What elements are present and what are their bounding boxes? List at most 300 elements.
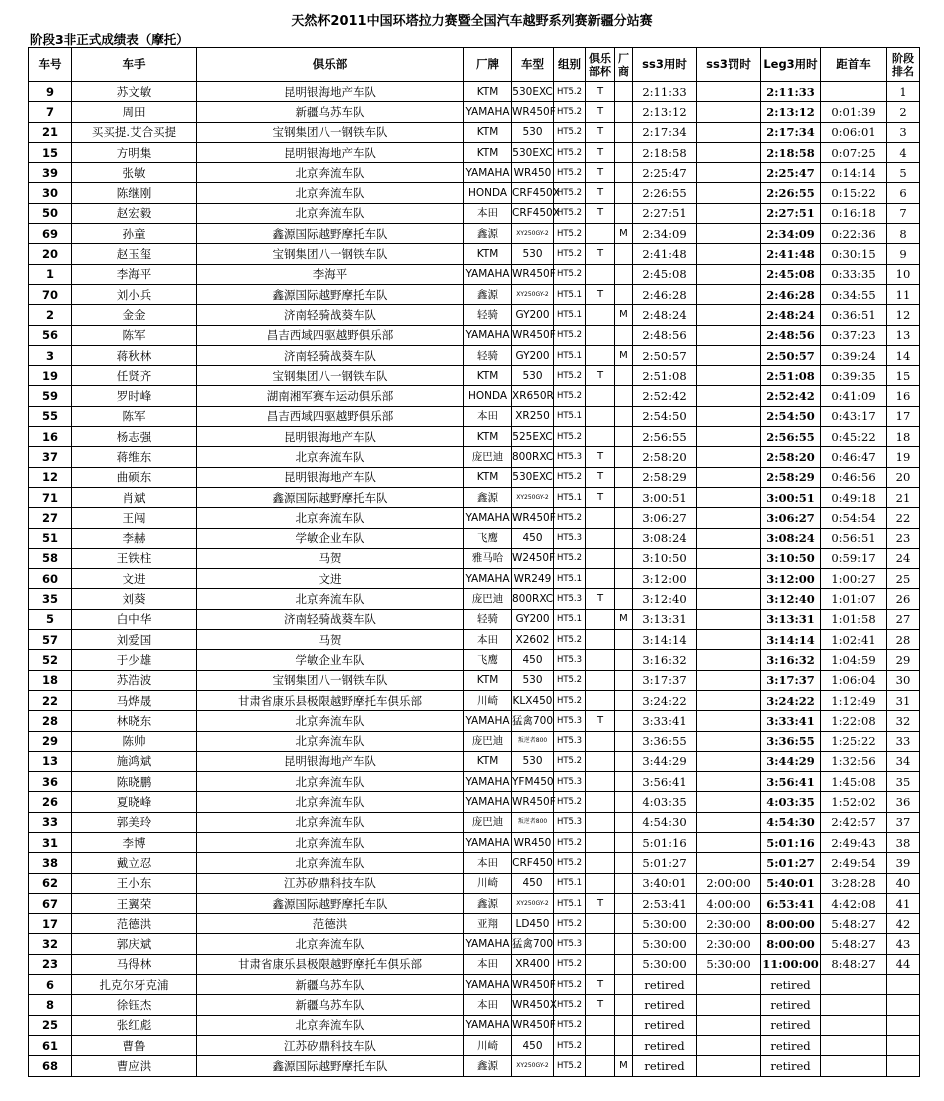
gap-to-leader-cell: 0:01:39 (821, 102, 887, 122)
brand-cell: 庞巴迪 (464, 731, 512, 751)
gap-to-leader-cell: 0:43:17 (821, 406, 887, 426)
club-name-cell: 宝钢集团八一钢铁车队 (197, 122, 464, 142)
club-name-cell: 北京奔流车队 (197, 163, 464, 183)
stage-rank-cell: 41 (887, 893, 920, 913)
results-table (28, 47, 920, 1077)
table-row (29, 142, 920, 162)
car-number-cell: 36 (29, 772, 72, 792)
leg3-time-cell: 2:27:51 (761, 203, 821, 223)
gap-to-leader-cell: 0:34:55 (821, 284, 887, 304)
table-row (29, 528, 920, 548)
ss3-penalty-cell (697, 1056, 761, 1076)
maker-flag-cell (615, 832, 633, 852)
header-ss3-penalty: ss3罚时 (697, 48, 761, 82)
ss3-time-cell: retired (633, 1056, 697, 1076)
stage-rank-cell: 39 (887, 853, 920, 873)
table-row (29, 305, 920, 325)
car-number-cell: 12 (29, 467, 72, 487)
maker-flag-cell (615, 954, 633, 974)
rider-name-cell: 金金 (72, 305, 197, 325)
model-cell: W2450F (512, 548, 554, 568)
table-row (29, 82, 920, 102)
club-name-cell: 北京奔流车队 (197, 203, 464, 223)
ss3-penalty-cell (697, 325, 761, 345)
stage-rank-cell: 26 (887, 589, 920, 609)
rider-name-cell: 李博 (72, 832, 197, 852)
group-cell: HT5.2 (554, 630, 586, 650)
brand-cell: YAMAHA (464, 569, 512, 589)
ss3-time-cell: 2:58:20 (633, 447, 697, 467)
rider-name-cell: 马烨晟 (72, 690, 197, 710)
brand-cell: 鑫源 (464, 487, 512, 507)
ss3-penalty-cell (697, 751, 761, 771)
club-cup-flag-cell: T (586, 975, 615, 995)
model-cell: 450 (512, 873, 554, 893)
car-number-cell: 69 (29, 224, 72, 244)
model-cell: 530 (512, 244, 554, 264)
club-name-cell: 济南轻骑战葵车队 (197, 345, 464, 365)
group-cell: HT5.2 (554, 122, 586, 142)
club-name-cell: 江苏矽鼎科技车队 (197, 1035, 464, 1055)
maker-flag-cell (615, 934, 633, 954)
club-cup-flag-cell: T (586, 447, 615, 467)
brand-cell: 鑫源 (464, 224, 512, 244)
club-cup-flag-cell: T (586, 82, 615, 102)
leg3-time-cell: 6:53:41 (761, 893, 821, 913)
group-cell: HT5.2 (554, 386, 586, 406)
ss3-penalty-cell (697, 650, 761, 670)
table-row (29, 893, 920, 913)
table-row (29, 914, 920, 934)
car-number-cell: 60 (29, 569, 72, 589)
leg3-time-cell: 8:00:00 (761, 934, 821, 954)
ss3-penalty-cell (697, 264, 761, 284)
brand-cell: KTM (464, 244, 512, 264)
rider-name-cell: 白中华 (72, 609, 197, 629)
rider-name-cell: 徐钰杰 (72, 995, 197, 1015)
car-number-cell: 55 (29, 406, 72, 426)
club-name-cell: 昆明银海地产车队 (197, 142, 464, 162)
table-row (29, 203, 920, 223)
leg3-time-cell: 3:36:55 (761, 731, 821, 751)
gap-to-leader-cell: 2:49:43 (821, 832, 887, 852)
club-cup-flag-cell: T (586, 893, 615, 913)
gap-to-leader-cell: 0:37:23 (821, 325, 887, 345)
maker-flag-cell (615, 366, 633, 386)
gap-to-leader-cell: 0:41:09 (821, 386, 887, 406)
ss3-time-cell: 3:13:31 (633, 609, 697, 629)
brand-cell: YAMAHA (464, 264, 512, 284)
gap-to-leader-cell: 1:22:08 (821, 711, 887, 731)
table-row (29, 366, 920, 386)
gap-to-leader-cell: 1:01:58 (821, 609, 887, 629)
ss3-time-cell: retired (633, 1015, 697, 1035)
club-cup-flag-cell: T (586, 467, 615, 487)
rider-name-cell: 范德洪 (72, 914, 197, 934)
leg3-time-cell: 3:14:14 (761, 630, 821, 650)
car-number-cell: 23 (29, 954, 72, 974)
stage-rank-cell: 32 (887, 711, 920, 731)
gap-to-leader-cell (821, 975, 887, 995)
group-cell: HT5.2 (554, 1015, 586, 1035)
car-number-cell: 37 (29, 447, 72, 467)
maker-flag-cell (615, 183, 633, 203)
club-cup-flag-cell (586, 548, 615, 568)
rider-name-cell: 马得林 (72, 954, 197, 974)
brand-cell: KTM (464, 467, 512, 487)
table-row (29, 1015, 920, 1035)
car-number-cell: 26 (29, 792, 72, 812)
ss3-time-cell: 5:30:00 (633, 954, 697, 974)
brand-cell: 本田 (464, 203, 512, 223)
gap-to-leader-cell: 0:49:18 (821, 487, 887, 507)
document-subtitle: 阶段3非正式成绩表（摩托） (30, 32, 189, 47)
rider-name-cell: 杨志强 (72, 427, 197, 447)
ss3-penalty-cell (697, 142, 761, 162)
ss3-time-cell: 3:14:14 (633, 630, 697, 650)
rider-name-cell: 刘小兵 (72, 284, 197, 304)
stage-rank-cell (887, 975, 920, 995)
rider-name-cell: 王小东 (72, 873, 197, 893)
club-cup-flag-cell: T (586, 163, 615, 183)
group-cell: HT5.2 (554, 690, 586, 710)
stage-rank-cell: 7 (887, 203, 920, 223)
model-cell: XY250GY-2 (512, 284, 554, 304)
gap-to-leader-cell: 1:06:04 (821, 670, 887, 690)
leg3-time-cell: retired (761, 1035, 821, 1055)
car-number-cell: 18 (29, 670, 72, 690)
group-cell: HT5.2 (554, 975, 586, 995)
club-name-cell: 鑫源国际越野摩托车队 (197, 487, 464, 507)
club-cup-flag-cell (586, 508, 615, 528)
rider-name-cell: 张敏 (72, 163, 197, 183)
gap-to-leader-cell: 5:48:27 (821, 934, 887, 954)
rider-name-cell: 肖斌 (72, 487, 197, 507)
group-cell: HT5.2 (554, 163, 586, 183)
group-cell: HT5.2 (554, 467, 586, 487)
model-cell: XR250 (512, 406, 554, 426)
ss3-time-cell: 3:40:01 (633, 873, 697, 893)
rider-name-cell: 王翼荣 (72, 893, 197, 913)
stage-rank-cell: 25 (887, 569, 920, 589)
ss3-penalty-cell (697, 548, 761, 568)
maker-flag-cell (615, 467, 633, 487)
table-row (29, 690, 920, 710)
car-number-cell: 17 (29, 914, 72, 934)
ss3-time-cell: 2:53:41 (633, 893, 697, 913)
table-row (29, 569, 920, 589)
brand-cell: 雅马哈 (464, 548, 512, 568)
car-number-cell: 13 (29, 751, 72, 771)
rider-name-cell: 文进 (72, 569, 197, 589)
document-title: 天然杯2011中国环塔拉力赛暨全国汽车越野系列赛新疆分站赛 (291, 14, 653, 29)
gap-to-leader-cell: 1:00:27 (821, 569, 887, 589)
gap-to-leader-cell: 1:02:41 (821, 630, 887, 650)
group-cell: HT5.2 (554, 914, 586, 934)
leg3-time-cell: 2:54:50 (761, 406, 821, 426)
group-cell: HT5.1 (554, 487, 586, 507)
group-cell: HT5.2 (554, 183, 586, 203)
maker-flag-cell (615, 975, 633, 995)
rider-name-cell: 刘葵 (72, 589, 197, 609)
brand-cell: 飞鹰 (464, 528, 512, 548)
table-row (29, 427, 920, 447)
brand-cell: 鑫源 (464, 893, 512, 913)
group-cell: HT5.2 (554, 203, 586, 223)
leg3-time-cell: 2:58:20 (761, 447, 821, 467)
brand-cell: KTM (464, 670, 512, 690)
ss3-time-cell: 2:50:57 (633, 345, 697, 365)
brand-cell: 本田 (464, 995, 512, 1015)
maker-flag-cell (615, 690, 633, 710)
maker-flag-cell (615, 1015, 633, 1035)
car-number-cell: 56 (29, 325, 72, 345)
ss3-time-cell: 2:26:55 (633, 183, 697, 203)
model-cell: 800RXC (512, 447, 554, 467)
club-name-cell: 昌吉西域四驱越野俱乐部 (197, 325, 464, 345)
ss3-time-cell: 3:10:50 (633, 548, 697, 568)
maker-flag-cell (615, 203, 633, 223)
club-name-cell: 昆明银海地产车队 (197, 467, 464, 487)
leg3-time-cell: 3:56:41 (761, 772, 821, 792)
ss3-penalty-cell (697, 284, 761, 304)
model-cell: WR450F (512, 264, 554, 284)
car-number-cell: 68 (29, 1056, 72, 1076)
model-cell: 450 (512, 528, 554, 548)
brand-cell: 飞鹰 (464, 650, 512, 670)
group-cell: HT5.1 (554, 873, 586, 893)
group-cell: HT5.3 (554, 528, 586, 548)
maker-flag-cell (615, 569, 633, 589)
brand-cell: YAMAHA (464, 792, 512, 812)
club-cup-flag-cell: T (586, 183, 615, 203)
club-name-cell: 北京奔流车队 (197, 772, 464, 792)
ss3-penalty-cell (697, 487, 761, 507)
maker-flag-cell (615, 812, 633, 832)
ss3-penalty-cell (697, 467, 761, 487)
table-row (29, 183, 920, 203)
stage-rank-cell: 38 (887, 832, 920, 852)
stage-rank-cell: 24 (887, 548, 920, 568)
club-cup-flag-cell (586, 1035, 615, 1055)
model-cell: WR450F (512, 1015, 554, 1035)
brand-cell: YAMAHA (464, 711, 512, 731)
club-name-cell: 济南轻骑战葵车队 (197, 609, 464, 629)
gap-to-leader-cell: 2:49:54 (821, 853, 887, 873)
group-cell: HT5.3 (554, 447, 586, 467)
club-cup-flag-cell: T (586, 203, 615, 223)
ss3-penalty-cell (697, 670, 761, 690)
brand-cell: YAMAHA (464, 975, 512, 995)
club-name-cell: 北京奔流车队 (197, 508, 464, 528)
leg3-time-cell: 2:25:47 (761, 163, 821, 183)
club-cup-flag-cell (586, 934, 615, 954)
brand-cell: 鑫源 (464, 284, 512, 304)
rider-name-cell: 苏浩波 (72, 670, 197, 690)
ss3-penalty-cell (697, 508, 761, 528)
rider-name-cell: 任贤齐 (72, 366, 197, 386)
ss3-penalty-cell (697, 203, 761, 223)
rider-name-cell: 买买提.艾合买提 (72, 122, 197, 142)
ss3-penalty-cell (697, 224, 761, 244)
club-cup-flag-cell (586, 873, 615, 893)
rider-name-cell: 苏文敏 (72, 82, 197, 102)
car-number-cell: 1 (29, 264, 72, 284)
stage-rank-cell: 19 (887, 447, 920, 467)
ss3-penalty-cell (697, 630, 761, 650)
ss3-time-cell: 2:51:08 (633, 366, 697, 386)
group-cell: HT5.2 (554, 427, 586, 447)
model-cell: WR450F (512, 325, 554, 345)
ss3-time-cell: 3:12:40 (633, 589, 697, 609)
group-cell: HT5.1 (554, 893, 586, 913)
gap-to-leader-cell (821, 995, 887, 1015)
rider-name-cell: 蒋秋林 (72, 345, 197, 365)
ss3-time-cell: retired (633, 1035, 697, 1055)
leg3-time-cell: 2:41:48 (761, 244, 821, 264)
ss3-time-cell: 3:12:00 (633, 569, 697, 589)
club-cup-flag-cell (586, 812, 615, 832)
model-cell: XY250GY-2 (512, 1056, 554, 1076)
brand-cell: KTM (464, 82, 512, 102)
maker-flag-cell (615, 1035, 633, 1055)
table-row (29, 772, 920, 792)
stage-rank-cell: 35 (887, 772, 920, 792)
maker-flag-cell (615, 102, 633, 122)
leg3-time-cell: 2:50:57 (761, 345, 821, 365)
car-number-cell: 16 (29, 427, 72, 447)
stage-rank-cell: 5 (887, 163, 920, 183)
maker-flag-cell (615, 650, 633, 670)
club-cup-flag-cell: T (586, 589, 615, 609)
club-name-cell: 昌吉西域四驱越野俱乐部 (197, 406, 464, 426)
gap-to-leader-cell: 2:42:57 (821, 812, 887, 832)
gap-to-leader-cell: 0:06:01 (821, 122, 887, 142)
car-number-cell: 6 (29, 975, 72, 995)
gap-to-leader-cell: 0:56:51 (821, 528, 887, 548)
maker-flag-cell (615, 508, 633, 528)
club-cup-flag-cell (586, 386, 615, 406)
ss3-time-cell: 5:30:00 (633, 934, 697, 954)
maker-flag-cell (615, 548, 633, 568)
club-cup-flag-cell (586, 670, 615, 690)
table-row (29, 873, 920, 893)
model-cell: 800RXC (512, 589, 554, 609)
leg3-time-cell: 5:01:27 (761, 853, 821, 873)
group-cell: HT5.2 (554, 366, 586, 386)
ss3-penalty-cell (697, 569, 761, 589)
stage-rank-cell: 29 (887, 650, 920, 670)
club-cup-flag-cell: T (586, 284, 615, 304)
stage-rank-cell: 9 (887, 244, 920, 264)
model-cell: CRF450 (512, 853, 554, 873)
car-number-cell: 58 (29, 548, 72, 568)
group-cell: HT5.3 (554, 731, 586, 751)
leg3-time-cell: 5:40:01 (761, 873, 821, 893)
club-name-cell: 北京奔流车队 (197, 812, 464, 832)
stage-rank-cell: 21 (887, 487, 920, 507)
club-cup-flag-cell (586, 914, 615, 934)
gap-to-leader-cell: 0:36:51 (821, 305, 887, 325)
ss3-penalty-cell (697, 731, 761, 751)
leg3-time-cell: 3:12:00 (761, 569, 821, 589)
club-cup-flag-cell (586, 224, 615, 244)
maker-flag-cell (615, 731, 633, 751)
model-cell: WR450F (512, 102, 554, 122)
leg3-time-cell: 2:34:09 (761, 224, 821, 244)
rider-name-cell: 陈晓鹏 (72, 772, 197, 792)
model-cell: WR450F (512, 508, 554, 528)
ss3-time-cell: 2:13:12 (633, 102, 697, 122)
gap-to-leader-cell: 0:45:22 (821, 427, 887, 447)
ss3-penalty-cell (697, 183, 761, 203)
car-number-cell: 15 (29, 142, 72, 162)
table-row (29, 609, 920, 629)
ss3-time-cell: 2:52:42 (633, 386, 697, 406)
gap-to-leader-cell: 8:48:27 (821, 954, 887, 974)
table-row (29, 711, 920, 731)
group-cell: HT5.2 (554, 325, 586, 345)
model-cell: XY250GY-2 (512, 893, 554, 913)
car-number-cell: 22 (29, 690, 72, 710)
group-cell: HT5.2 (554, 995, 586, 1015)
club-name-cell: 文进 (197, 569, 464, 589)
rider-name-cell: 周田 (72, 102, 197, 122)
group-cell: HT5.2 (554, 792, 586, 812)
stage-rank-cell: 43 (887, 934, 920, 954)
club-name-cell: 北京奔流车队 (197, 934, 464, 954)
club-cup-flag-cell (586, 630, 615, 650)
car-number-cell: 32 (29, 934, 72, 954)
results-body (29, 82, 920, 1077)
ss3-time-cell: 2:11:33 (633, 82, 697, 102)
maker-flag-cell (615, 995, 633, 1015)
gap-to-leader-cell: 5:48:27 (821, 914, 887, 934)
stage-rank-cell: 34 (887, 751, 920, 771)
brand-cell: KTM (464, 751, 512, 771)
table-row (29, 751, 920, 771)
rider-name-cell: 李赫 (72, 528, 197, 548)
stage-rank-cell: 16 (887, 386, 920, 406)
maker-flag-cell: M (615, 305, 633, 325)
club-cup-flag-cell (586, 406, 615, 426)
gap-to-leader-cell: 1:52:02 (821, 792, 887, 812)
rider-name-cell: 扎克尔牙克浦 (72, 975, 197, 995)
table-row (29, 406, 920, 426)
ss3-penalty-cell (697, 832, 761, 852)
ss3-penalty-cell (697, 528, 761, 548)
ss3-penalty-cell (697, 609, 761, 629)
gap-to-leader-cell: 1:32:56 (821, 751, 887, 771)
maker-flag-cell (615, 528, 633, 548)
table-row (29, 325, 920, 345)
club-cup-flag-cell (586, 345, 615, 365)
rider-name-cell: 戴立忍 (72, 853, 197, 873)
club-cup-flag-cell: T (586, 711, 615, 731)
rider-name-cell: 曹鲁 (72, 1035, 197, 1055)
model-cell: CRF450X (512, 203, 554, 223)
model-cell: YFM450 (512, 772, 554, 792)
gap-to-leader-cell (821, 1035, 887, 1055)
brand-cell: YAMAHA (464, 832, 512, 852)
header-gap: 距首车 (821, 48, 887, 82)
gap-to-leader-cell (821, 1015, 887, 1035)
model-cell: 猛禽700 (512, 711, 554, 731)
stage-rank-cell: 3 (887, 122, 920, 142)
car-number-cell: 30 (29, 183, 72, 203)
maker-flag-cell (615, 914, 633, 934)
table-row (29, 995, 920, 1015)
